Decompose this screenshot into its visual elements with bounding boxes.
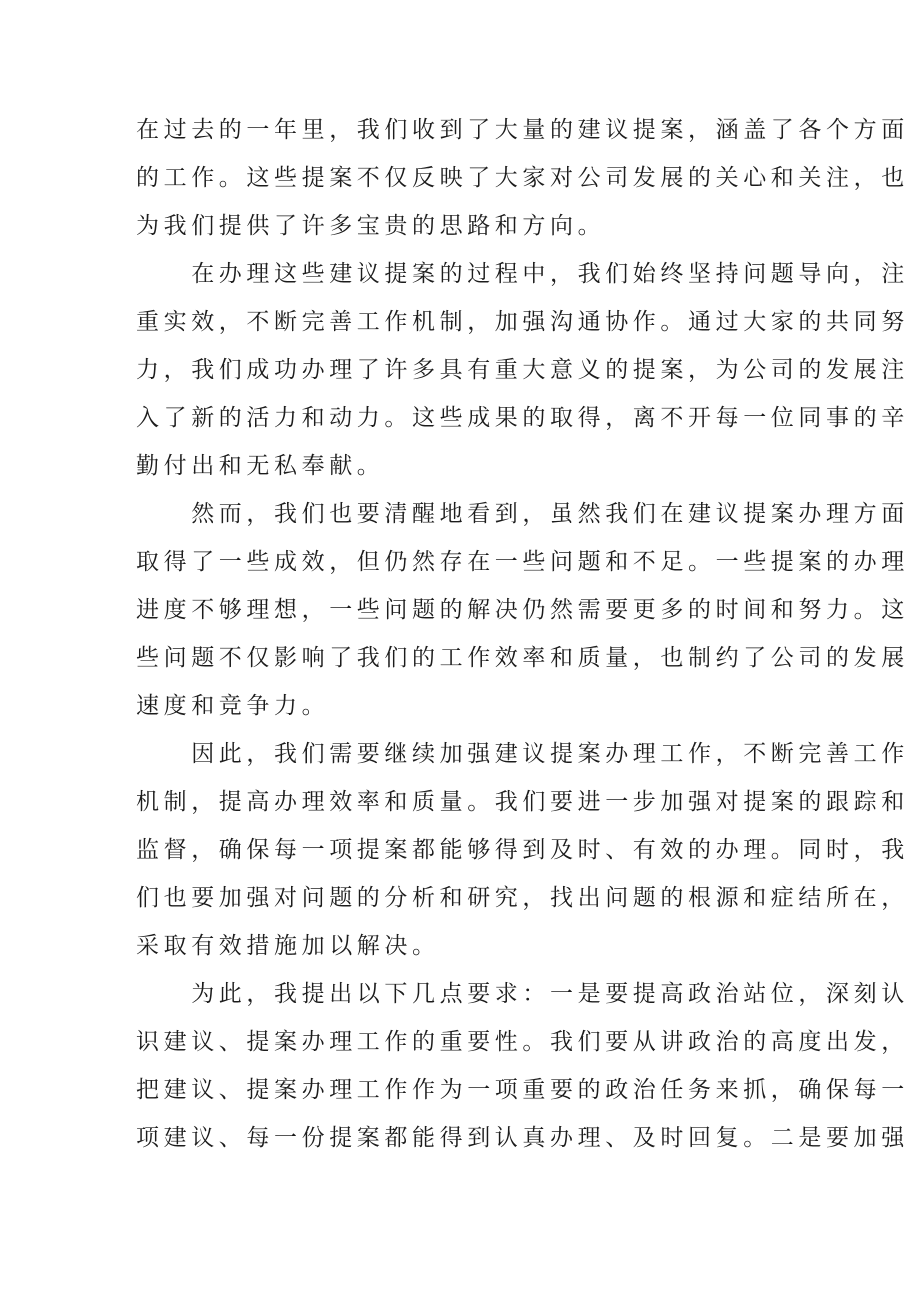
text-line: 在过去的一年里，我们收到了大量的建议提案，涵盖了各个方面 (136, 117, 909, 143)
text-line: 入了新的活力和动力。这些成果的取得，离不开每一位同事的辛 (136, 405, 909, 431)
document-body (136, 106, 909, 1162)
text-line: 为我们提供了许多宝贵的思路和方向。 (136, 213, 606, 239)
text-line: 的工作。这些提案不仅反映了大家对公司发展的关心和关注，也 (136, 165, 909, 191)
text-line: 然而，我们也要清醒地看到，虽然我们在建议提案办理方面 (136, 501, 909, 527)
paragraph-4 (136, 730, 909, 970)
paragraph-5 (136, 970, 909, 1162)
text-line: 在办理这些建议提案的过程中，我们始终坚持问题导向，注 (136, 261, 909, 287)
paragraph-2 (136, 250, 909, 490)
text-line: 些问题不仅影响了我们的工作效率和质量，也制约了公司的发展 (136, 645, 909, 671)
text-line: 因此，我们需要继续加强建议提案办理工作，不断完善工作 (136, 741, 909, 767)
text-line: 速度和竞争力。 (136, 693, 330, 719)
text-line: 力，我们成功办理了许多具有重大意义的提案，为公司的发展注 (136, 357, 909, 383)
text-line: 勤付出和无私奉献。 (136, 453, 385, 479)
text-line: 们也要加强对问题的分析和研究，找出问题的根源和症结所在， (136, 885, 909, 911)
text-line: 机制，提高办理效率和质量。我们要进一步加强对提案的跟踪和 (136, 789, 909, 815)
paragraph-1 (136, 106, 909, 250)
text-line: 取得了一些成效，但仍然存在一些问题和不足。一些提案的办理 (136, 549, 909, 575)
text-line: 进度不够理想，一些问题的解决仍然需要更多的时间和努力。这 (136, 597, 909, 623)
text-line: 识建议、提案办理工作的重要性。我们要从讲政治的高度出发， (136, 1029, 909, 1055)
text-line: 重实效，不断完善工作机制，加强沟通协作。通过大家的共同努 (136, 309, 909, 335)
text-line: 采取有效措施加以解决。 (136, 933, 440, 959)
text-line: 监督，确保每一项提案都能够得到及时、有效的办理。同时，我 (136, 837, 909, 863)
text-line: 为此，我提出以下几点要求：一是要提高政治站位，深刻认 (136, 981, 909, 1007)
paragraph-3 (136, 490, 909, 730)
text-line: 项建议、每一份提案都能得到认真办理、及时回复。二是要加强 (136, 1125, 909, 1151)
text-line: 把建议、提案办理工作作为一项重要的政治任务来抓，确保每一 (136, 1077, 909, 1103)
